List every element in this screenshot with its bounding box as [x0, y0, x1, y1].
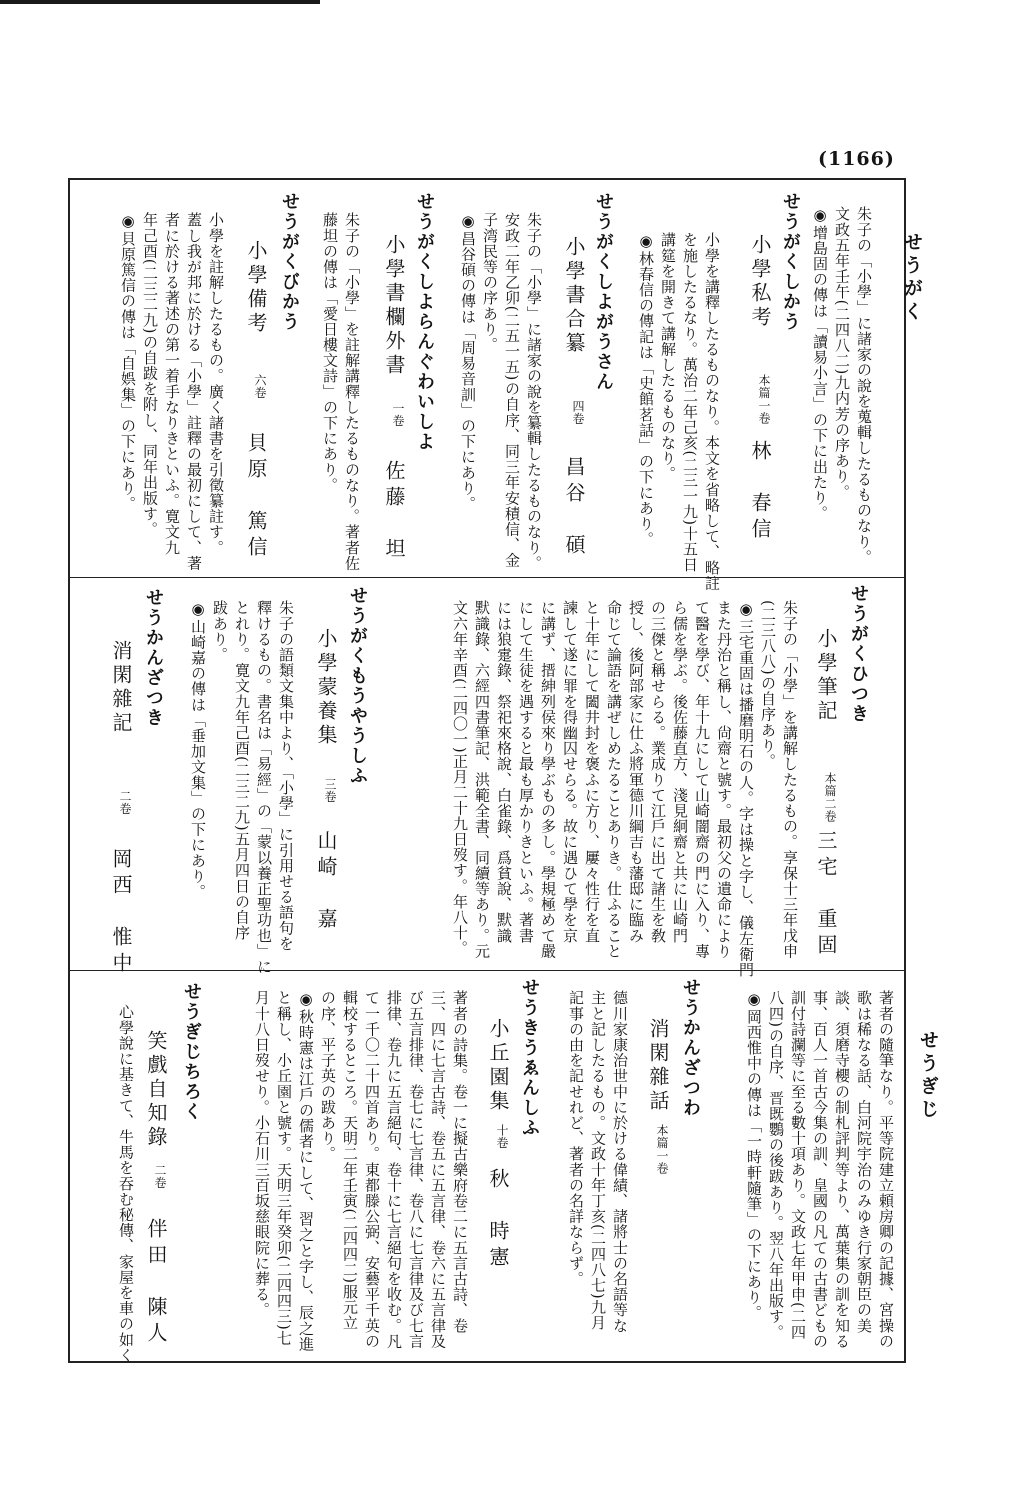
text-line: 輯校するところ。天明二年壬寅(二四四二)服元立 — [341, 990, 359, 1331]
text-line: 藤坦の傳は「愛日樓文詩」の下にあり。 — [321, 212, 339, 493]
entry-volumes: 本篇一卷 — [655, 1124, 669, 1175]
text-line: 訓付詩瀾等に至る數十項あり。文政七年甲申(二四 — [789, 990, 807, 1340]
entry-volumes: 一卷 — [391, 402, 405, 428]
entry-title: 消閑雜話 — [646, 1018, 670, 1114]
text-line: 蓋し我が邦に於ける「小學」註釋の最初にして、著 — [185, 212, 203, 571]
text-line: び五言排律、卷七に七言律、卷八に七言律及び七言 — [407, 990, 425, 1349]
entry-author: 秋 時憲 — [486, 1168, 510, 1272]
text-line: て醫を學び、年十九にして山崎闇齋の門に入り、專 — [693, 600, 711, 959]
text-line: 小學を註解したるもの。廣く諸書を引徵纂註す。 — [207, 212, 225, 556]
entry-author: 三宅 重固 — [814, 830, 838, 960]
entry-title: 小學書欄外書 — [382, 234, 406, 378]
text-line: 朱子の「小學」に諸家の說を纂輯したるものなり。 — [525, 212, 543, 571]
text-line: 文六年辛酉(二四〇一)正月二十九日歿す。年八十。 — [451, 600, 469, 957]
entry-heading: せうがくひつき — [848, 584, 869, 724]
text-line: ◉貝原篤信の傳は「自娯集」の下にあり。 — [119, 212, 137, 512]
text-line: ◉昌谷碩の傳は「周易音訓」の下にあり。 — [459, 212, 477, 512]
entry-volumes: 二卷 — [118, 790, 132, 816]
text-line: 排律、卷九に五言絕句、卷十に七言絕句を收む。凡 — [385, 990, 403, 1349]
text-line: を施したるなり。萬治二年己亥(二三一九)十五日 — [681, 232, 699, 573]
text-line: 安政二年乙卯(二五一五)の自序、同三年安積信、金 — [503, 212, 521, 569]
entry-title: 小學筆記 — [814, 628, 838, 724]
text-line: の序、平子英の跋あり。 — [319, 990, 337, 1162]
entry-volumes: 十卷 — [495, 1124, 509, 1150]
entry-title: 小學蒙養集 — [314, 628, 338, 748]
entry-title: 消閑雜記 — [109, 640, 133, 736]
entry-title: 小學書合纂 — [562, 236, 586, 356]
text-line: 命じて論語を講ぜしめたることありき。仕ふること — [605, 600, 623, 959]
entry-author: 貝原 篤信 — [244, 432, 268, 562]
text-line: 文政五年壬午(二四八二)九内芳の序あり。 — [833, 206, 851, 500]
text-line: 年己酉(二三二九)の自跋を附し、同年出版す。 — [141, 212, 159, 537]
text-line: 釋けるもの。書名は「易經」の「蒙以養正聖功也」に — [255, 600, 273, 975]
entry-heading: せうがくしかう — [780, 192, 801, 332]
text-line: (二三八八)の自序あり。 — [759, 600, 777, 769]
text-line: 子湾民等の序あり。 — [481, 212, 499, 353]
text-line: 朱子の「小學」を註解講釋したるものなり。著者佐 — [343, 212, 361, 571]
text-line: の三傑と稱せらる。業成りて江戶に出て諸生を敎 — [649, 600, 667, 944]
text-line: 德川家康治世中に於ける偉績、諸將士の名語等な — [611, 990, 629, 1334]
entry-heading: せうかんざつき — [143, 588, 164, 728]
text-line: には狼疐錄、祭祀來格說、白雀錄、爲貧說、默識 — [495, 600, 513, 944]
side-label-bottom: せうぎじ — [917, 1030, 939, 1122]
text-line: に講ず、搢紳列侯來り學ぶもの多し。學規極めて嚴 — [539, 600, 557, 959]
entry-author: 伴田 陳人 — [144, 1218, 168, 1348]
entry-heading: せうがくしよがうさん — [593, 192, 614, 392]
entry-author: 林 春信 — [748, 440, 772, 544]
text-line: て一千〇二十四首あり。東都滕公弼、安藝平千英の — [363, 990, 381, 1349]
entry-author: 山崎 嘉 — [314, 830, 338, 934]
entry-heading: せうきうゑんしふ — [519, 978, 540, 1138]
text-line: とれり。寛文九年己酉(二三二九)五月四日の自序 — [233, 600, 251, 941]
text-line: 事、百人一首古今集の訓、皇國の凡ての古書どもの — [811, 990, 829, 1349]
entry-author: 佐藤 坦 — [382, 460, 406, 564]
entry-volumes: 本篇二卷 — [823, 772, 837, 823]
entry-title: 小學備考 — [244, 240, 268, 336]
top-rule — [0, 0, 320, 4]
text-line: ◉岡西惟中の傳は「一時軒隨筆」の下にあり。 — [745, 990, 763, 1321]
text-line: と十年にして闔井封を褒ふに方り、屢々性行を直 — [583, 600, 601, 944]
text-line: 月十八日歿せり。小石川三百坂慈眼院に葬る。 — [253, 990, 271, 1318]
entry-author: 昌谷 碩 — [562, 456, 586, 560]
entry-title: 小丘園集 — [486, 1018, 510, 1114]
text-line: ◉三宅重固は播磨明石の人。字は操と字し、儀左衛門 — [737, 600, 755, 978]
text-line: 著者の詩集。卷一に擬古樂府卷二に五言古詩、卷 — [451, 990, 469, 1334]
entry-heading: せうがくしよらんぐわいしよ — [414, 192, 435, 452]
text-line: ◉林春信の傳記は「史館茗話」の下にあり。 — [637, 232, 655, 547]
text-line: 跋あり。 — [211, 600, 229, 663]
text-line: 默識錄、六經四書筆記、洪範全書、同續等あり。元 — [473, 600, 491, 959]
text-line: 主と記したるもの。文政十年丁亥(二四八七)九月 — [589, 990, 607, 1331]
text-line: と稱し、小丘園と號す。天明三年癸卯(二四四三)七 — [275, 990, 293, 1347]
entry-volumes: 六卷 — [253, 374, 267, 400]
entry-heading: せうがくもうやうしふ — [347, 586, 368, 786]
text-line: 心學說に基きて、牛馬を吞む秘傳、家屋を車の如く — [117, 1004, 135, 1363]
entry-title: 小學私考 — [748, 234, 772, 330]
entry-heading: せうかんざつわ — [680, 978, 701, 1118]
text-line: 講筵を開きて講解したるものなり。 — [659, 232, 677, 482]
text-line: 八四)の自序、晋既鸚の後跋あり。翌八年出版す。 — [767, 990, 785, 1340]
text-line: 談、須磨寺櫻の制札評判等より、萬葉集の訓を知る — [833, 990, 851, 1349]
text-line: 朱子の語類文集中より、「小學」に引用せる語句を — [277, 600, 295, 952]
entry-heading: せうぎじちろく — [181, 982, 202, 1122]
text-line: 授し、後阿部家に仕ふ將軍德川綱吉も藩邸に臨み — [627, 600, 645, 944]
text-line: 著者の隨筆なり。平等院建立頼房卿の記據、宮操の — [877, 990, 895, 1349]
text-line: また丹治と稱し、尙齋と號す。最初父の遺命により — [715, 600, 733, 959]
text-line: ◉增島固の傳は「讀易小言」の下に出たり。 — [811, 206, 829, 521]
entry-volumes: 二卷 — [153, 1164, 167, 1190]
entry-title: 笑戲自知錄 — [144, 1030, 168, 1150]
text-line: 記事の由を記せれど、著者の名詳ならず。 — [567, 990, 585, 1287]
section-divider-1 — [68, 577, 906, 578]
text-line: 三、四に七言古詩、卷五に五言律、卷六に五言律及 — [429, 990, 447, 1349]
entry-volumes: 三卷 — [323, 778, 337, 804]
text-line: 歌は稀なる話、白河院宇治のみゆき行家朝臣の美 — [855, 990, 873, 1334]
page-number: (1166) — [818, 148, 895, 170]
entry-heading: せうがくびかう — [279, 192, 300, 332]
text-line: 朱子の「小學」を講解したるもの。享保十三年戊申 — [781, 600, 799, 959]
text-line: ◉山崎嘉の傳は「垂加文集」の下にあり。 — [189, 600, 207, 900]
side-label-top: せうがく — [901, 232, 923, 324]
entry-author: 岡西 惟中 — [109, 848, 133, 978]
text-line: 者に於ける著述の第一着手なりきといふ。寛文九 — [163, 212, 181, 556]
entry-volumes: 本篇一卷 — [757, 374, 771, 425]
section-divider-2 — [68, 970, 906, 971]
entry-volumes: 四卷 — [571, 400, 585, 426]
text-line: ら儒を學ぶ。後佐藤直方、淺見絅齋と共に山崎門 — [671, 600, 689, 944]
text-line: 小學を講釋したるものなり。本文を省略して、略註 — [703, 232, 721, 591]
text-line: 諫して遂に罪を得幽囚せらる。故に遇ひて學を京 — [561, 600, 579, 944]
text-line: ◉秋時憲は江戶の儒者にして、習之と字し、辰之進 — [297, 990, 315, 1352]
text-line: にして生徒を遇すると最も厚かりきといふ。著書 — [517, 600, 535, 944]
text-line: 朱子の「小學」に諸家の說を蒐輯したるものなり。 — [855, 206, 873, 565]
